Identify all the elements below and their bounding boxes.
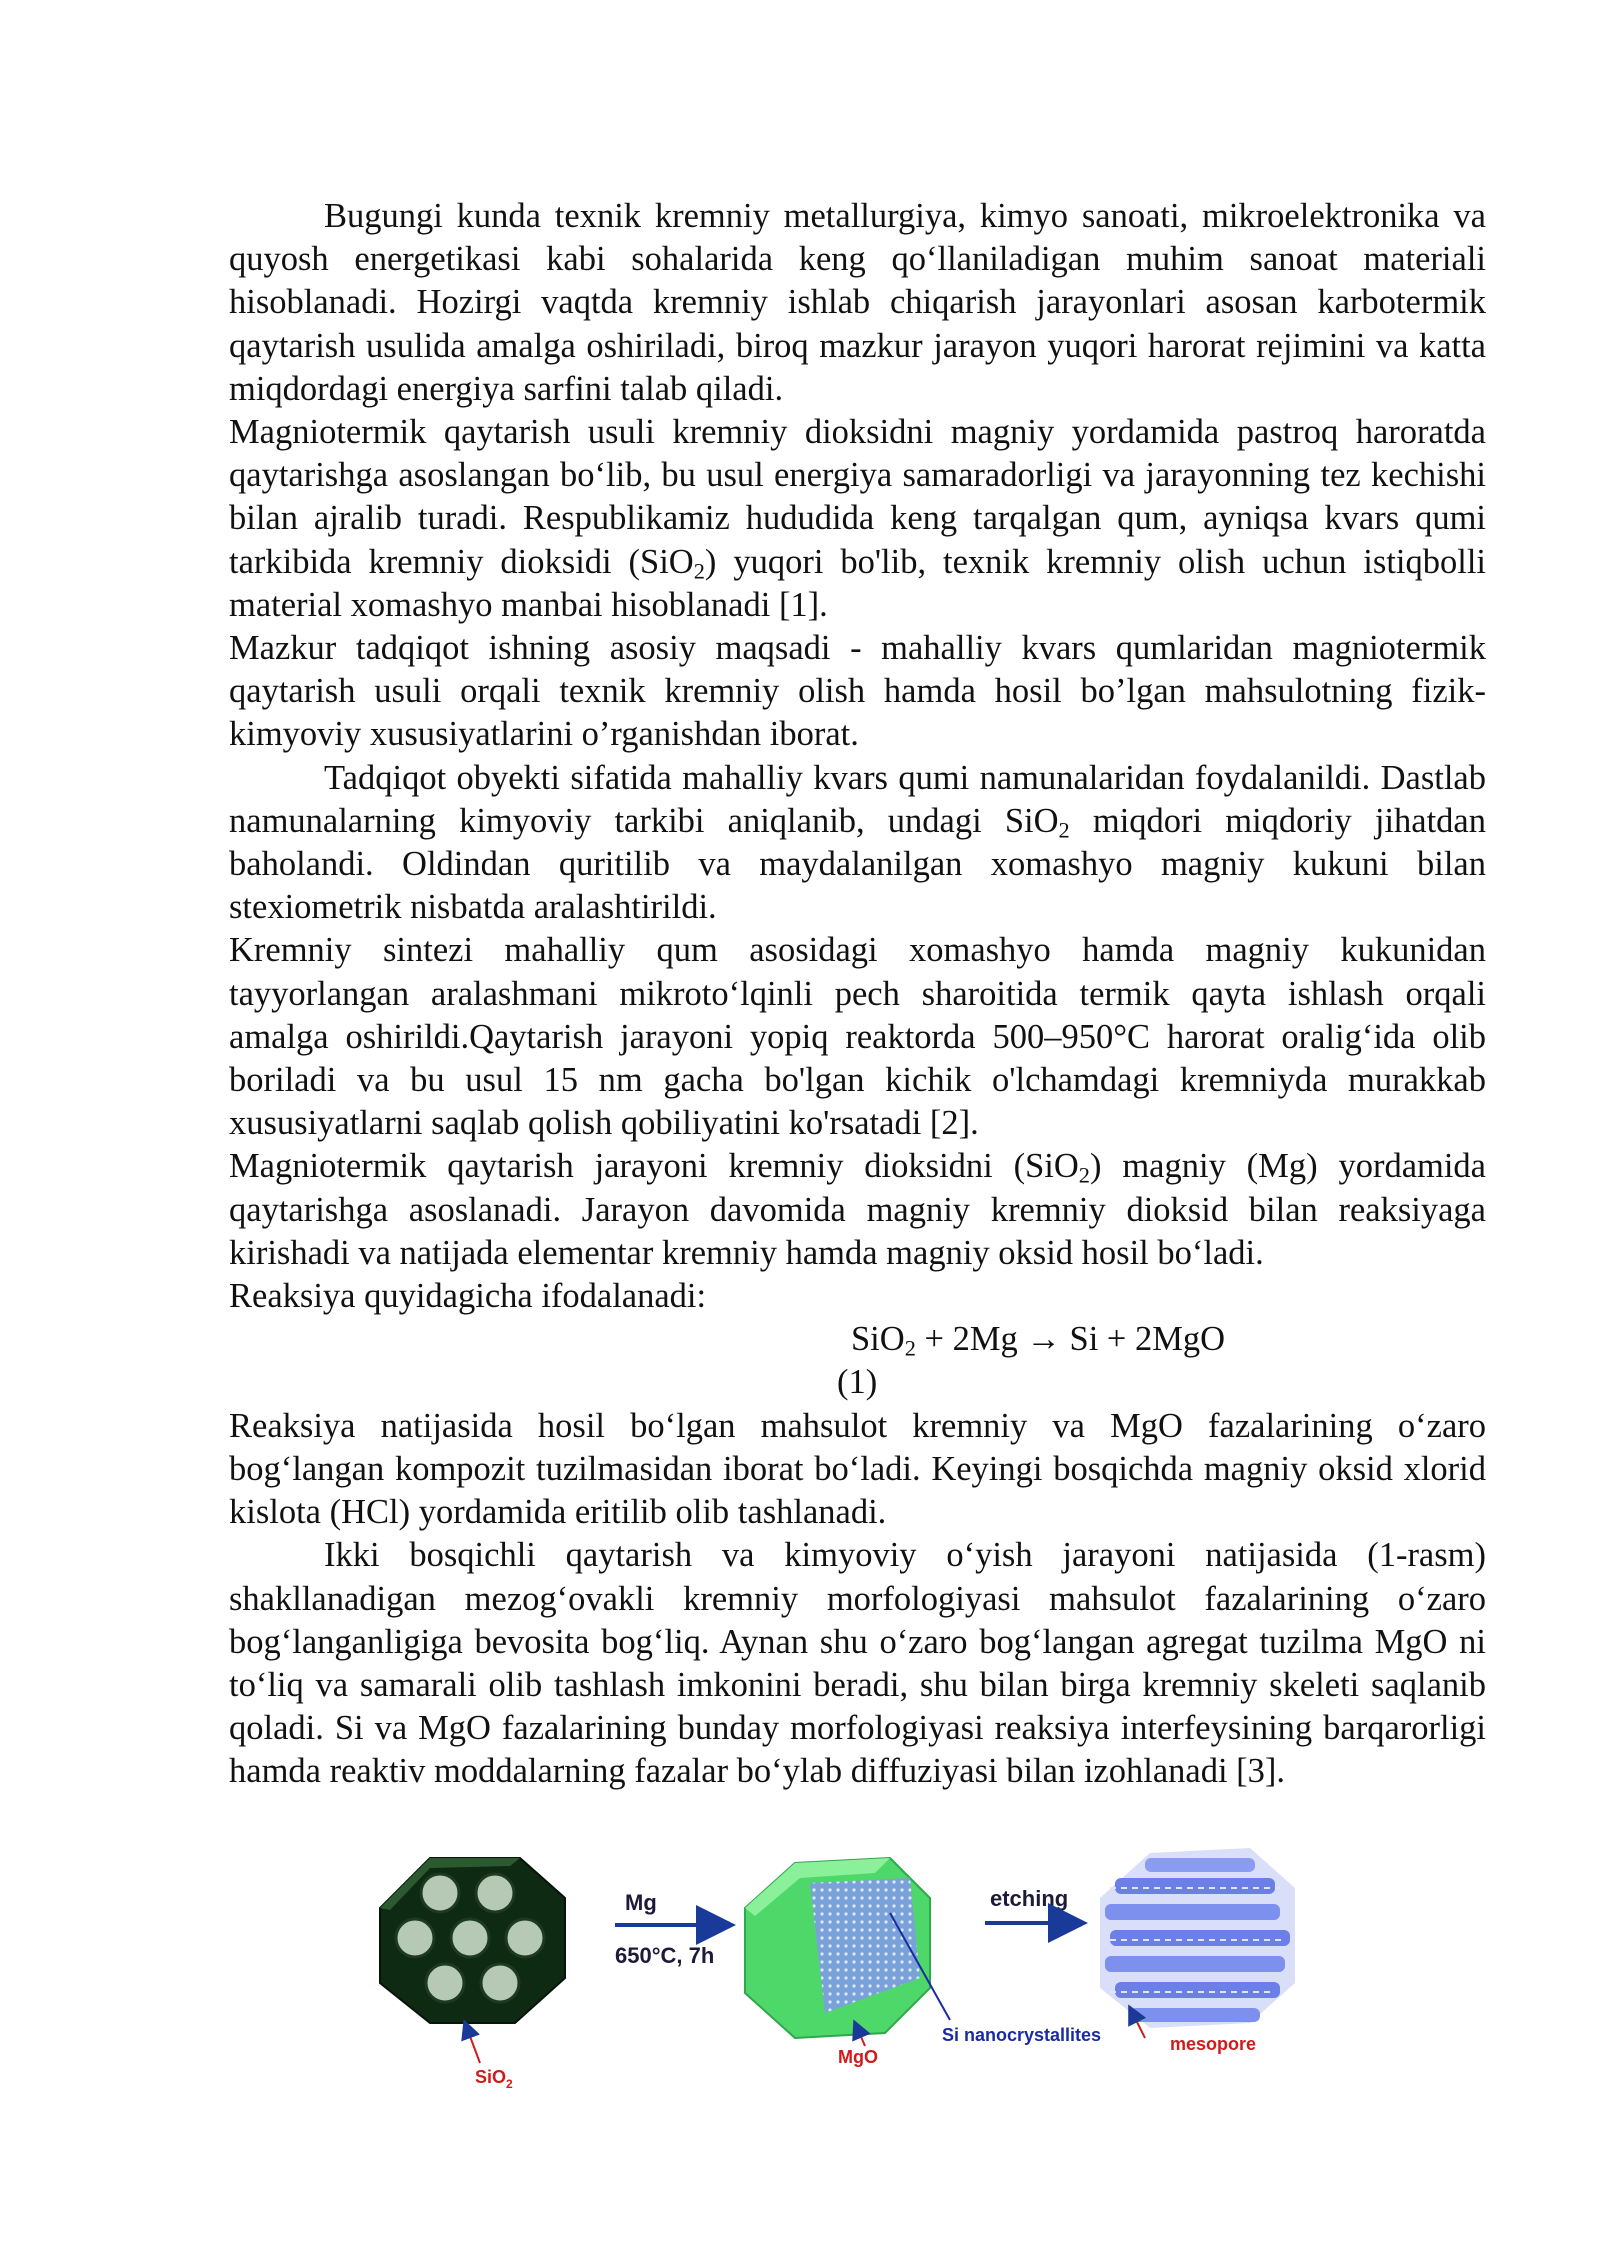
sio2-label: SiO$_2$ xyxy=(475,2067,513,2091)
document-body xyxy=(229,195,1486,1794)
paragraph-8: Reaksiya natijasida hosil bo‘lgan mahsulot kremniy va MgO fazalarining o‘zaro bog‘langan kompozit tuzilmasidan iborat bo‘ladi. Keyingi bosqichda magniy oksid xlorid kislota (HCl) yordamida eritilib olib tashlanadi. xyxy=(229,1406,1486,1532)
paragraph-3: Mazkur tadqiqot ishning asosiy maqsadi - mahalliy kvars qumlaridan magniotermik qaytarish usuli orqali texnik kremniy olish hamda hosil bo’lgan mahsulotning fizik-kimyoviy xususiyatlarini o’rganishdan iborat. xyxy=(229,629,1486,754)
sio2-pointer xyxy=(465,2023,480,2063)
sio2-template-icon xyxy=(380,1858,565,2023)
mgo-si-composite-icon xyxy=(745,1858,930,2038)
paragraph-5: Kremniy sintezi mahalliy qum asosidagi xomashyo hamda magniy kukunidan tayyorlangan aralashmani mikroto‘lqinli pech sharoitida termik qayta ishlash orqali amalga oshirildi.Qaytarish jarayoni yopiq reaktorda 500–950°C harorat oralig‘ida olib boriladi va bu usul 15 nm gacha bo'lgan kichik o'lchamdagi kremniyda murakkab xususiyatlarni saqlab qolish qobiliyatini ko'rsatadi [2]. xyxy=(229,931,1486,1143)
arrow2-top-label: etching xyxy=(990,1886,1069,1911)
equation-formula: SiO$_2$ + 2Mg → Si + 2MgO xyxy=(851,1320,1226,1361)
paragraph-9: Ikki bosqichli qaytarish va kimyoviy o‘yish jarayoni natijasida (1-rasm) shakllanadigan mezog‘ovakli kremniy morfologiyasi mahsulot fazalarining o‘zaro bog‘langanligiga bevosita bog‘liq. Aynan shu o‘zaro bog‘langan agregat tuzilma MgO ni to‘liq va samarali olib tashlash imkonini beradi, shu bilan birga kremniy skeleti saqlanib qoladi. Si va MgO fazalarining bunday morfologiyasi reaksiya interfeysining barqarorligi hamda reaktiv moddalarning fazalar bo‘ylab diffuziyasi bilan izohlanadi [3]. xyxy=(229,1536,1486,1791)
reduction-scheme-figure xyxy=(370,1838,1350,2098)
mgo-label: MgO xyxy=(838,2047,878,2067)
figure-1 xyxy=(370,1838,1350,2098)
arrow1-top-label: Mg xyxy=(625,1890,657,1915)
paragraph-2: Magniotermik qaytarish usuli kremniy dioksidni magniy yordamida pastroq haroratda qaytarishga asoslangan bo‘lib, bu usul energiya samaradorligi va jarayonning tez kechishi bilan ajralib turadi. Respublikamiz hududida keng tarqalgan qum, ayniqsa kvars qumi tarkibida kremniy dioksidi (SiO$_2$) yuqori bo'lib, texnik kremniy olish uchun istiqbolli material xomashyo manbai hisoblanadi [1]. xyxy=(229,413,1486,624)
equation-number: (1) xyxy=(837,1363,878,1402)
mesopore-label: mesopore xyxy=(1170,2034,1257,2054)
si-nanocrystallites-label: Si nanocrystallites xyxy=(942,2025,1102,2045)
reaction-equation xyxy=(229,1318,1486,1404)
paragraph-6: Magniotermik qaytarish jarayoni kremniy dioksidni (SiO$_2$) magniy (Mg) yordamida qaytarishga asoslanadi. Jarayon davomida magniy kremniy dioksid bilan reaksiyaga kirishadi va natijada elementar kremniy hamda magniy oksid hosil bo‘ladi. xyxy=(229,1147,1486,1272)
paragraph-7: Reaksiya quyidagicha ifodalanadi: xyxy=(229,1277,707,1316)
paragraph-1: Bugungi kunda texnik kremniy metallurgiya, kimyo sanoati, mikroelektronika va quyosh energetikasi kabi sohalarida keng qo‘llaniladigan muhim sanoat materiali hisoblanadi. Hozirgi vaqtda kremniy ishlab chiqarish jarayonlari asosan karbotermik qaytarish usulida amalga oshiriladi, biroq mazkur jarayon yuqori harorat rejimini va katta miqdordagi energiya sarfini talab qiladi. xyxy=(229,197,1486,408)
paragraph-4: Tadqiqot obyekti sifatida mahalliy kvars qumi namunalaridan foydalanildi. Dastlab namunalarning kimyoviy tarkibi aniqlanib, undagi SiO$_2$ miqdori miqdoriy jihatdan baholandi. Oldindan quritilib va maydalanilgan xomashyo magniy kukuni bilan stexiometrik nisbatda aralashtirildi. xyxy=(229,758,1486,927)
mesoporous-si-icon xyxy=(1100,1848,1295,2028)
arrow1-bottom-label: 650°C, 7h xyxy=(615,1943,715,1968)
